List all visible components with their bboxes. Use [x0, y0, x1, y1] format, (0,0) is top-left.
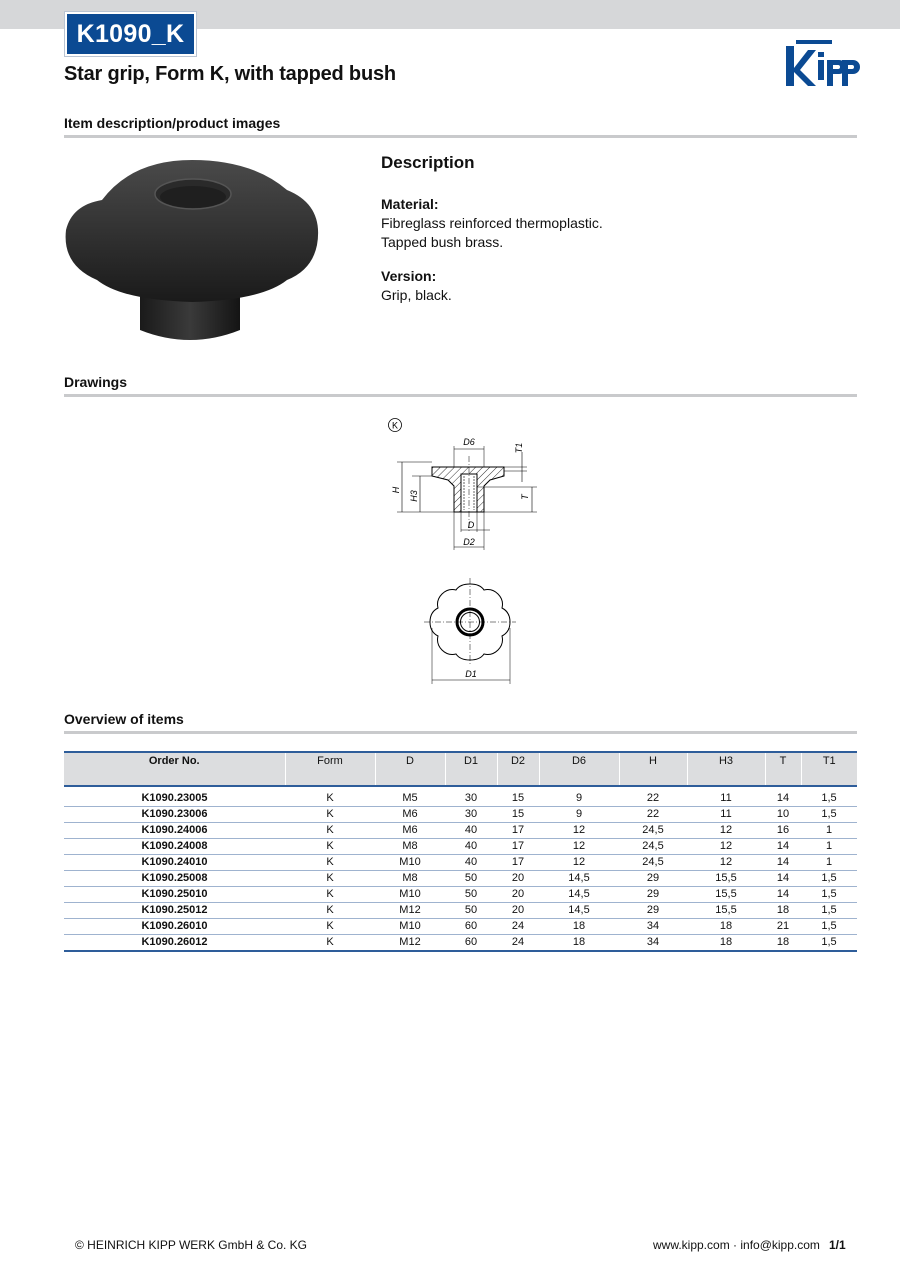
- table-cell: K: [285, 807, 375, 823]
- table-cell: 18: [539, 919, 619, 935]
- section-heading-overview: Overview of items: [64, 711, 184, 727]
- table-cell: 11: [687, 807, 765, 823]
- table-cell: K: [285, 903, 375, 919]
- table-cell: 14: [765, 871, 801, 887]
- table-cell: 1,5: [801, 903, 857, 919]
- description-block: [381, 153, 821, 320]
- material-line: Fibreglass reinforced thermoplastic.: [381, 215, 603, 231]
- table-cell: 24,5: [619, 839, 687, 855]
- order-number-cell: K1090.24008: [64, 839, 285, 855]
- table-cell: 1,5: [801, 871, 857, 887]
- table-cell: 17: [497, 855, 539, 871]
- table-cell: 40: [445, 839, 497, 855]
- article-code-badge: K1090_K: [65, 12, 196, 56]
- table-row: [64, 871, 857, 887]
- table-cell: M10: [375, 855, 445, 871]
- table-cell: 14: [765, 855, 801, 871]
- table-cell: 12: [539, 823, 619, 839]
- table-header-row: [64, 752, 857, 786]
- description-heading: Description: [381, 153, 475, 172]
- table-cell: 40: [445, 855, 497, 871]
- column-header: D6: [539, 752, 619, 786]
- table-cell: 14,5: [539, 887, 619, 903]
- dim-label-d: D: [467, 520, 475, 530]
- table-cell: 18: [765, 903, 801, 919]
- table-cell: K: [285, 855, 375, 871]
- table-cell: K: [285, 919, 375, 935]
- table-cell: 14: [765, 839, 801, 855]
- dim-label-h3: H3: [409, 490, 419, 502]
- table-cell: 10: [765, 807, 801, 823]
- table-cell: 12: [687, 823, 765, 839]
- table-cell: 18: [539, 935, 619, 952]
- table-cell: M12: [375, 903, 445, 919]
- table-cell: M8: [375, 871, 445, 887]
- table-cell: M12: [375, 935, 445, 952]
- version-line: Grip, black.: [381, 287, 452, 303]
- kipp-logo: [784, 38, 860, 92]
- dim-label-d1: D1: [465, 669, 477, 679]
- column-header: T: [765, 752, 801, 786]
- dim-label-t: T: [520, 494, 530, 500]
- table-cell: M6: [375, 807, 445, 823]
- table-cell: M10: [375, 919, 445, 935]
- table-cell: 34: [619, 935, 687, 952]
- order-number-cell: K1090.23006: [64, 807, 285, 823]
- table-cell: 29: [619, 887, 687, 903]
- column-header: Form: [285, 752, 375, 786]
- dim-label-d6: D6: [463, 437, 475, 447]
- column-header: Order No.: [64, 752, 285, 786]
- order-number-cell: K1090.25010: [64, 887, 285, 903]
- table-cell: 15: [497, 791, 539, 807]
- table-row: [64, 903, 857, 919]
- section-drawing: [382, 412, 542, 562]
- table-cell: 20: [497, 871, 539, 887]
- table-cell: 1,5: [801, 887, 857, 903]
- table-cell: 22: [619, 791, 687, 807]
- table-cell: 16: [765, 823, 801, 839]
- table-row: [64, 791, 857, 807]
- dim-label-d2: D2: [463, 537, 475, 547]
- table-cell: 15: [497, 807, 539, 823]
- table-cell: 14: [765, 887, 801, 903]
- table-cell: 15,5: [687, 887, 765, 903]
- table-cell: 22: [619, 807, 687, 823]
- dim-label-h: H: [391, 486, 401, 494]
- page-title: Star grip, Form K, with tapped bush: [64, 63, 396, 85]
- table-row: [64, 807, 857, 823]
- order-number-cell: K1090.25012: [64, 903, 285, 919]
- table-cell: 30: [445, 807, 497, 823]
- dim-label-t1: T1: [514, 442, 524, 454]
- table-cell: M6: [375, 823, 445, 839]
- table-cell: 1,5: [801, 919, 857, 935]
- order-number-cell: K1090.23005: [64, 791, 285, 807]
- column-header: H: [619, 752, 687, 786]
- table-cell: 21: [765, 919, 801, 935]
- table-row: [64, 839, 857, 855]
- table-cell: K: [285, 839, 375, 855]
- table-cell: 9: [539, 791, 619, 807]
- table-cell: 11: [687, 791, 765, 807]
- table-cell: 20: [497, 903, 539, 919]
- order-number-cell: K1090.24010: [64, 855, 285, 871]
- column-header: H3: [687, 752, 765, 786]
- version-label: Version:: [381, 268, 437, 284]
- section-rule: [64, 731, 857, 734]
- table-cell: 17: [497, 839, 539, 855]
- order-number-cell: K1090.25008: [64, 871, 285, 887]
- table-cell: 60: [445, 919, 497, 935]
- table-cell: 18: [687, 919, 765, 935]
- table-cell: K: [285, 935, 375, 952]
- table-cell: 1,5: [801, 807, 857, 823]
- table-cell: 1: [801, 823, 857, 839]
- table-cell: 20: [497, 887, 539, 903]
- column-header: D: [375, 752, 445, 786]
- table-row: [64, 887, 857, 903]
- section-heading-item-description: Item description/product images: [64, 115, 281, 131]
- table-cell: 29: [619, 871, 687, 887]
- page-number: 1/1: [829, 1238, 846, 1252]
- form-marker: K: [391, 420, 399, 431]
- table-cell: 34: [619, 919, 687, 935]
- section-rule: [64, 135, 857, 138]
- star-grip-product-image: [62, 150, 324, 352]
- order-number-cell: K1090.24006: [64, 823, 285, 839]
- table-cell: 50: [445, 887, 497, 903]
- table-cell: K: [285, 823, 375, 839]
- footer-copyright: © HEINRICH KIPP WERK GmbH & Co. KG: [75, 1238, 307, 1252]
- items-table: [64, 751, 857, 952]
- table-cell: 29: [619, 903, 687, 919]
- table-cell: 15,5: [687, 871, 765, 887]
- order-number-cell: K1090.26012: [64, 935, 285, 952]
- table-cell: 12: [687, 839, 765, 855]
- table-cell: 50: [445, 903, 497, 919]
- table-cell: 24: [497, 919, 539, 935]
- table-cell: K: [285, 791, 375, 807]
- table-cell: 40: [445, 823, 497, 839]
- table-cell: 18: [765, 935, 801, 952]
- footer-contact: www.kipp.com · info@kipp.com: [653, 1238, 820, 1252]
- table-row: [64, 935, 857, 952]
- table-cell: 9: [539, 807, 619, 823]
- column-header: D1: [445, 752, 497, 786]
- column-header: T1: [801, 752, 857, 786]
- table-cell: 1: [801, 839, 857, 855]
- section-rule: [64, 394, 857, 397]
- table-cell: 30: [445, 791, 497, 807]
- table-cell: 24,5: [619, 855, 687, 871]
- table-cell: K: [285, 871, 375, 887]
- section-heading-drawings: Drawings: [64, 374, 128, 390]
- table-cell: 12: [539, 855, 619, 871]
- table-cell: M5: [375, 791, 445, 807]
- table-cell: 1,5: [801, 935, 857, 952]
- order-number-cell: K1090.26010: [64, 919, 285, 935]
- table-cell: 15,5: [687, 903, 765, 919]
- table-cell: 24: [497, 935, 539, 952]
- table-row: [64, 823, 857, 839]
- table-cell: 24,5: [619, 823, 687, 839]
- material-line: Tapped bush brass.: [381, 234, 504, 250]
- material-label: Material:: [381, 196, 439, 212]
- table-cell: 50: [445, 871, 497, 887]
- table-cell: K: [285, 887, 375, 903]
- table-cell: 1,5: [801, 791, 857, 807]
- table-cell: 14: [765, 791, 801, 807]
- table-cell: 1: [801, 855, 857, 871]
- table-cell: 14,5: [539, 871, 619, 887]
- table-cell: 60: [445, 935, 497, 952]
- table-cell: M10: [375, 887, 445, 903]
- table-cell: 12: [687, 855, 765, 871]
- table-row: [64, 919, 857, 935]
- column-header: D2: [497, 752, 539, 786]
- table-row: [64, 855, 857, 871]
- top-view-drawing: [420, 578, 520, 688]
- table-cell: 14,5: [539, 903, 619, 919]
- table-cell: 18: [687, 935, 765, 952]
- table-cell: M8: [375, 839, 445, 855]
- table-cell: 17: [497, 823, 539, 839]
- table-cell: 12: [539, 839, 619, 855]
